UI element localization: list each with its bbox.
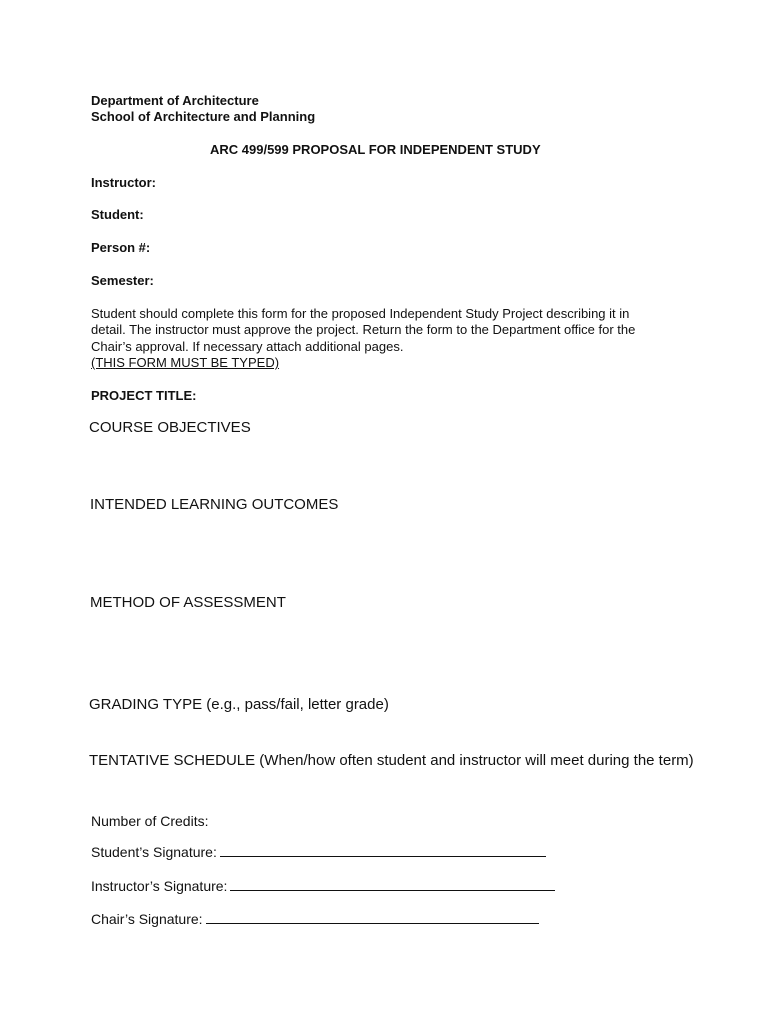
chair-signature-line [206,911,539,924]
course-objectives-heading: COURSE OBJECTIVES [89,419,251,436]
instructions-line-1: Student should complete this form for the proposed Independent Study Project describing it in [91,306,630,321]
instructor-signature-line [230,878,555,891]
form-title: ARC 499/599 PROPOSAL FOR INDEPENDENT STUDY [210,142,541,157]
student-signature-line [220,844,546,857]
student-signature-row [91,844,546,861]
chair-signature-row [91,911,539,928]
grading-type-heading: GRADING TYPE (e.g., pass/fail, letter grade) [89,696,389,713]
school-name: School of Architecture and Planning [91,109,316,124]
chair-signature-label: Chair’s Signature: [91,911,203,927]
department-name: Department of Architecture [91,93,259,108]
person-number-label: Person #: [91,240,151,255]
learning-outcomes-heading: INTENDED LEARNING OUTCOMES [90,496,339,513]
typed-notice: (THIS FORM MUST BE TYPED) [91,355,280,370]
instructions-line-3: Chair’s approval. If necessary attach additional pages. [91,339,404,354]
semester-label: Semester: [91,273,154,288]
instructor-signature-row [91,878,555,895]
instructions-line-2: detail. The instructor must approve the project. Return the form to the Department office for the [91,322,636,337]
assessment-heading: METHOD OF ASSESSMENT [90,594,286,611]
project-title-label: PROJECT TITLE: [91,388,197,403]
credits-label: Number of Credits: [91,813,209,829]
schedule-heading: TENTATIVE SCHEDULE (When/how often student and instructor will meet during the term) [89,752,694,769]
instructor-label: Instructor: [91,175,156,190]
instructor-signature-label: Instructor’s Signature: [91,878,228,894]
student-label: Student: [91,207,144,222]
student-signature-label: Student’s Signature: [91,844,217,860]
